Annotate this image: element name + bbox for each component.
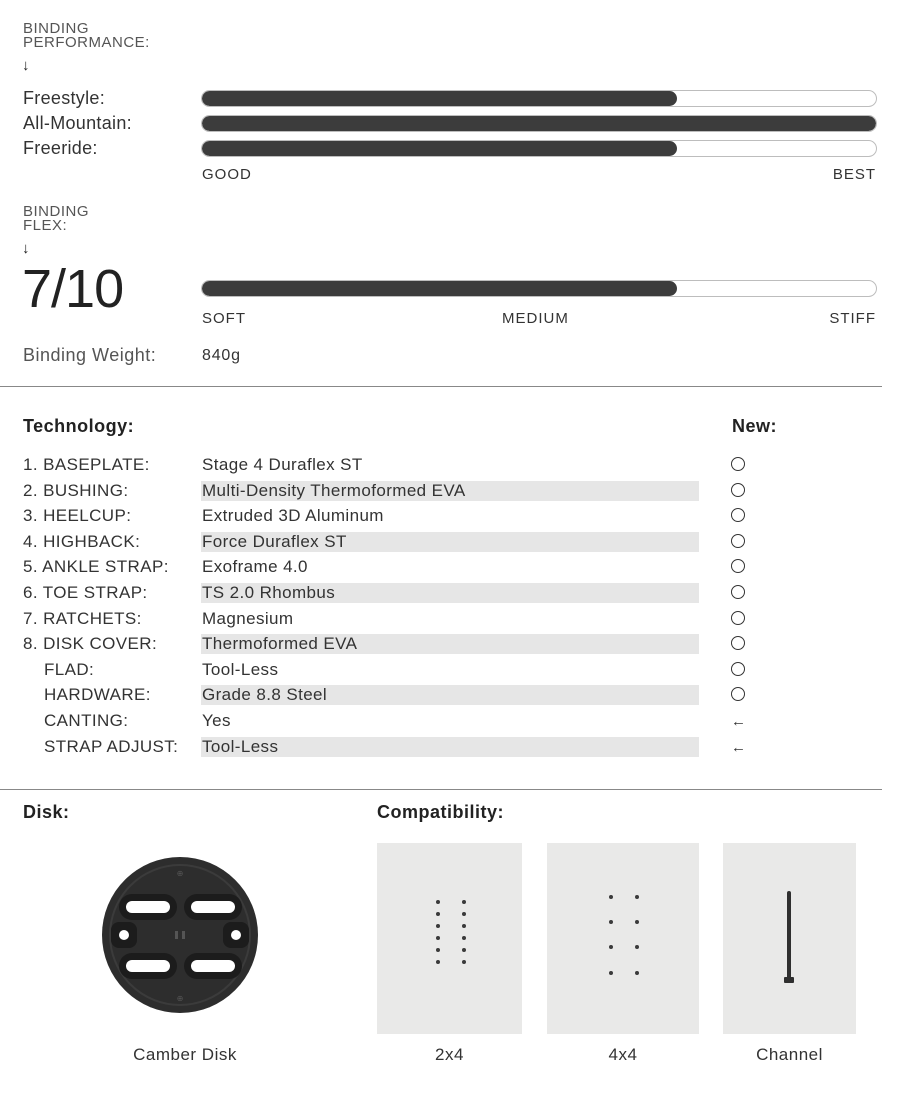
binding-weight-label: Binding Weight:: [23, 345, 157, 365]
technology-value: Force Duraflex ST: [202, 531, 347, 551]
technology-row: [0, 505, 900, 527]
technology-value-cell: [201, 557, 699, 577]
compat-card-2x4: [377, 843, 522, 1034]
technology-row: [0, 608, 900, 630]
technology-label: 3. HEELCUP:: [23, 506, 132, 526]
left-arrow-icon: ←: [731, 738, 746, 756]
performance-bar-fill: [202, 91, 677, 106]
binding-weight-value: 840g: [202, 347, 241, 364]
channel-slot-icon: [781, 887, 797, 987]
performance-bar: [201, 115, 877, 132]
circle-icon: [731, 457, 746, 472]
performance-label: Freestyle:: [23, 88, 106, 108]
scale-label-good: GOOD: [202, 166, 252, 183]
compat-card-4x4: [547, 843, 699, 1034]
technology-row: [0, 659, 900, 681]
technology-value-cell: [201, 737, 699, 757]
down-arrow-icon: ↓: [22, 240, 30, 257]
left-arrow-icon: ←: [731, 713, 746, 730]
circle-icon: [731, 559, 746, 574]
technology-row: [0, 633, 900, 655]
circle-icon: [731, 508, 746, 523]
compat-caption-4x4: 4x4: [608, 1045, 638, 1064]
disk-caption: Camber Disk: [133, 1045, 237, 1064]
technology-value: Magnesium: [202, 608, 294, 628]
disk-title: Disk:: [23, 802, 70, 822]
technology-value: Tool-Less: [202, 736, 279, 756]
camber-disk-image: [101, 856, 259, 1014]
technology-value-cell: [201, 609, 699, 629]
compat-caption-2x4: 2x4: [435, 1045, 464, 1064]
flex-row: [23, 278, 883, 298]
new-title: New:: [732, 416, 778, 436]
technology-value: Yes: [202, 711, 231, 730]
technology-row: [0, 454, 900, 476]
circle-icon: [731, 636, 746, 651]
flex-value: 7/10: [22, 259, 124, 319]
technology-label: CANTING:: [44, 711, 129, 730]
technology-title: Technology:: [23, 416, 135, 436]
technology-value-cell: [201, 481, 699, 501]
technology-value-cell: [201, 660, 699, 680]
technology-value-cell: [201, 455, 699, 475]
technology-value-cell: [201, 685, 699, 705]
performance-row-all-mountain: [23, 113, 883, 133]
circle-icon: [731, 662, 746, 677]
performance-bar: [201, 90, 877, 107]
technology-value-cell: [201, 711, 699, 731]
technology-value: Multi-Density Thermoformed EVA: [202, 480, 466, 500]
technology-value-cell: [201, 532, 699, 552]
performance-row-freestyle: [23, 88, 883, 108]
circle-icon: [731, 585, 746, 600]
technology-label: 1. BASEPLATE:: [23, 455, 150, 474]
performance-bar-fill: [202, 116, 876, 131]
technology-value-cell: [201, 583, 699, 603]
technology-row: [0, 531, 900, 553]
flex-heading: BINDING FLEX:: [23, 203, 90, 234]
performance-label: Freeride:: [23, 138, 98, 158]
technology-label: 8. DISK COVER:: [23, 634, 158, 654]
technology-row: [0, 710, 900, 732]
performance-bar: [201, 140, 877, 157]
scale-label-medium: MEDIUM: [502, 310, 569, 327]
technology-row: [0, 582, 900, 604]
circle-icon: [731, 687, 746, 702]
circle-icon: [731, 534, 746, 549]
circle-icon: [731, 611, 746, 626]
technology-value: Tool-Less: [202, 659, 279, 679]
svg-text:⊕: ⊕: [176, 869, 184, 878]
technology-value: TS 2.0 Rhombus: [202, 583, 336, 602]
scale-label-soft: SOFT: [202, 310, 246, 327]
technology-value: Extruded 3D Aluminum: [202, 506, 384, 526]
performance-bar-fill: [202, 141, 677, 156]
technology-value: Stage 4 Duraflex ST: [202, 455, 363, 474]
scale-label-best: BEST: [832, 166, 876, 183]
compatibility-title: Compatibility:: [377, 802, 504, 822]
scale-label-stiff: STIFF: [829, 310, 876, 327]
technology-value-cell: [201, 634, 699, 654]
flex-bar: [201, 280, 877, 297]
technology-label: 7. RATCHETS:: [23, 608, 142, 628]
technology-label: 4. HIGHBACK:: [23, 531, 141, 551]
technology-row: [0, 736, 900, 758]
technology-label: HARDWARE:: [44, 685, 151, 705]
down-arrow-icon: ↓: [22, 57, 30, 74]
technology-row: [0, 556, 900, 578]
technology-label: FLAD:: [44, 659, 95, 679]
svg-text:⊕: ⊕: [176, 994, 184, 1003]
technology-value: Grade 8.8 Steel: [202, 685, 328, 705]
section-divider: [0, 386, 882, 387]
technology-value: Thermoformed EVA: [202, 634, 358, 654]
performance-label: All-Mountain:: [23, 113, 132, 133]
technology-row: [0, 480, 900, 502]
performance-heading: BINDING PERFORMANCE:: [23, 20, 150, 51]
technology-value: Exoframe 4.0: [202, 557, 308, 577]
circle-icon: [731, 483, 746, 498]
technology-value-cell: [201, 506, 699, 526]
technology-label: 5. ANKLE STRAP:: [23, 557, 169, 577]
technology-row: [0, 684, 900, 706]
performance-row-freeride: [23, 138, 883, 158]
section-divider: [0, 789, 882, 790]
technology-label: 2. BUSHING:: [23, 480, 129, 500]
compat-caption-channel: Channel: [756, 1045, 823, 1064]
flex-bar-fill: [202, 281, 677, 296]
technology-label: STRAP ADJUST:: [44, 736, 179, 756]
technology-label: 6. TOE STRAP:: [23, 583, 148, 602]
compat-card-channel: [723, 843, 856, 1034]
